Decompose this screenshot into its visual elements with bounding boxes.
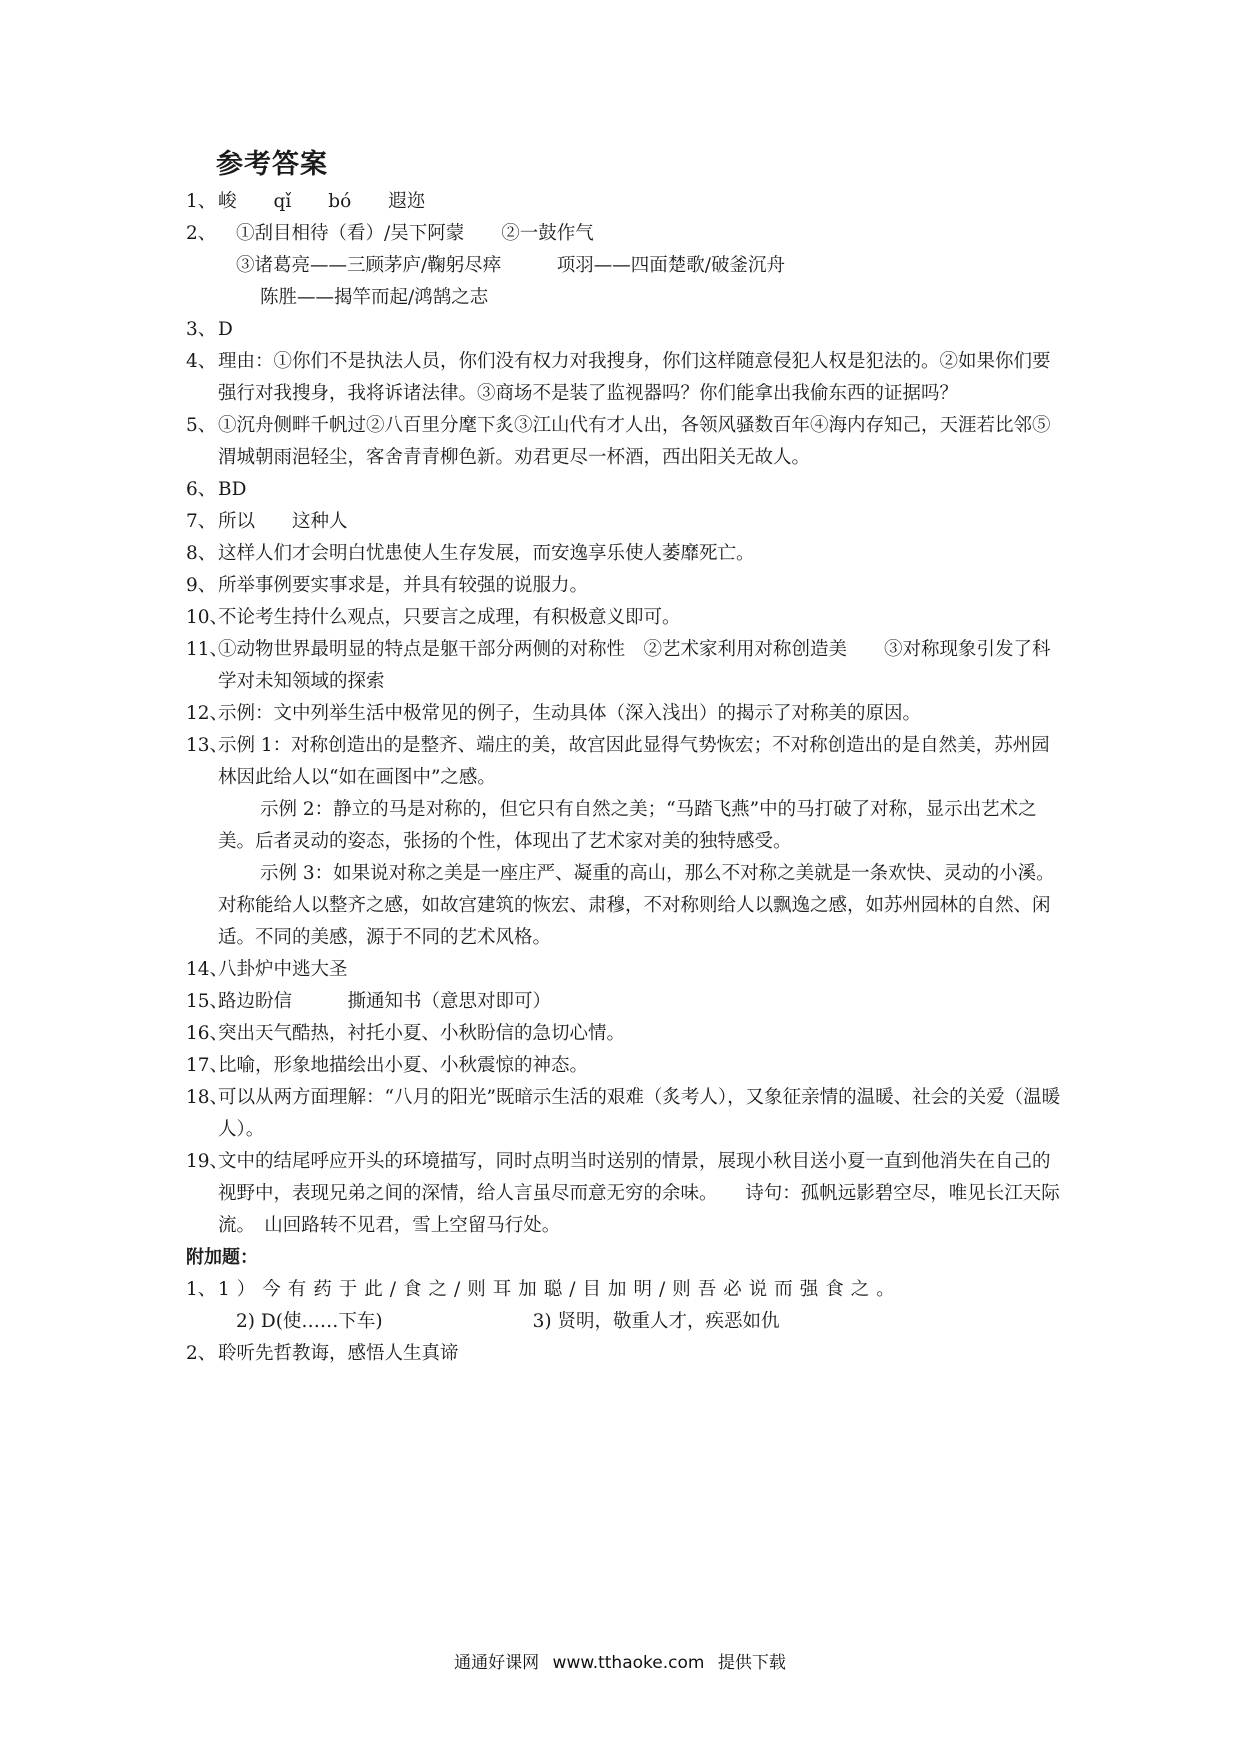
bonus-text: 1）今有药于此/食之/则耳加聪/目加明/则吾必说而强食之。	[218, 1279, 902, 1300]
item-number: 1、	[186, 1279, 217, 1300]
item-text: 所举事例要实事求是，并具有较强的说服力。	[218, 575, 589, 596]
answer-item	[186, 346, 1066, 410]
page-title: 参考答案	[216, 149, 328, 180]
answer-item	[186, 186, 1066, 218]
item-number: 10、	[186, 607, 229, 628]
item-text: D	[218, 319, 233, 340]
bonus-item	[186, 1338, 1066, 1370]
item-text: 突出天气酷热，衬托小夏、小秋盼信的急切心情。	[218, 1023, 626, 1044]
item-number: 4、	[186, 351, 217, 372]
item-number: 17、	[186, 1055, 229, 1076]
item-text: 比喻，形象地描绘出小夏、小秋震惊的神态。	[218, 1055, 589, 1076]
item-number: 1、	[186, 191, 217, 212]
item-number: 3、	[186, 319, 217, 340]
footer-url: www.tthaoke.com	[552, 1653, 705, 1673]
item-number: 14、	[186, 959, 229, 980]
footer-site-name: 通通好课网	[454, 1653, 540, 1673]
answer-item	[186, 730, 1066, 794]
item-text: 这样人们才会明白忧患使人生存发展，而安逸享乐使人萎靡死亡。	[218, 543, 755, 564]
answer-item	[186, 1082, 1066, 1146]
item-number: 11、	[186, 639, 229, 660]
answer-item	[186, 410, 1066, 474]
bonus-answer-3: 3) 贤明，敬重人才，疾恶如仇	[532, 1311, 780, 1332]
item-number: 15、	[186, 991, 229, 1012]
item-number: 6、	[186, 479, 217, 500]
item-text: 所以 这种人	[218, 511, 348, 532]
item-text: ③诸葛亮——三顾茅庐/鞠躬尽瘁 项羽——四面楚歌/破釜沉舟	[236, 255, 785, 276]
item-number: 18、	[186, 1087, 229, 1108]
item-text: 陈胜——揭竿而起/鸿鹄之志	[260, 287, 489, 308]
item-text: ①沉舟侧畔千帆过②八百里分麾下炙③江山代有才人出，各领风骚数百年④海内存知己，天涯若比邻⑤渭城朝雨浥轻尘，客舍青青柳色新。劝君更尽一杯酒，西出阳关无故人。	[218, 415, 1051, 468]
item-number: 12、	[186, 703, 229, 724]
item-number: 16、	[186, 1023, 229, 1044]
answer-item	[186, 506, 1066, 538]
item-text: BD	[218, 479, 247, 500]
item-text: 理由：①你们不是执法人员，你们没有权力对我搜身，你们这样随意侵犯人权是犯法的。②如果你们要强行对我搜身，我将诉诸法律。③商场不是装了监视器吗？你们能拿出我偷东西的证据吗？	[218, 351, 1051, 404]
item-number: 8、	[186, 543, 217, 564]
bonus-heading: 附加题：	[186, 1247, 258, 1268]
item-text: 可以从两方面理解：“八月的阳光”既暗示生活的艰难（炙考人），又象征亲情的温暖、社会的关爱（温暖人）。	[218, 1087, 1061, 1140]
item-number: 13、	[186, 735, 229, 756]
answer-item	[186, 602, 1066, 634]
bonus-answer-2: 2) D(使……下车)	[236, 1311, 383, 1332]
item-number: 2、	[186, 223, 217, 244]
item-text: 不论考生持什么观点，只要言之成理，有积极意义即可。	[218, 607, 681, 628]
answer-item	[186, 474, 1066, 506]
bonus-text: 聆听先哲教诲，感悟人生真谛	[218, 1343, 459, 1364]
answer-item	[186, 954, 1066, 986]
item-text: 路边盼信 撕通知书（意思对即可）	[218, 991, 552, 1012]
bonus-item	[186, 1274, 1066, 1338]
bonus-text-row	[218, 1306, 1066, 1338]
item-text: ①动物世界最明显的特点是躯干部分两侧的对称性 ②艺术家利用对称创造美 ③对称现象引发了科学对未知领域的探索	[218, 639, 1051, 692]
page-footer	[0, 1648, 1240, 1673]
answer-item	[186, 858, 1066, 954]
item-text: 示例 2：静立的马是对称的，但它只有自然之美；“马踏飞燕”中的马打破了对称，显示出艺术之美。后者灵动的姿态，张扬的个性，体现出了艺术家对美的独特感受。	[218, 799, 1037, 852]
answer-list	[186, 186, 1066, 1370]
answer-item	[186, 1146, 1066, 1242]
item-number: 7、	[186, 511, 217, 532]
answer-item	[186, 570, 1066, 602]
answer-item	[186, 634, 1066, 698]
answer-item	[186, 538, 1066, 570]
item-text: ①刮目相待（看）/吴下阿蒙 ②一鼓作气	[236, 223, 594, 244]
answer-item	[186, 986, 1066, 1018]
answer-item	[186, 314, 1066, 346]
item-text: 示例：文中列举生活中极常见的例子，生动具体（深入浅出）的揭示了对称美的原因。	[218, 703, 922, 724]
answer-item	[186, 1018, 1066, 1050]
item-number: 2、	[186, 1343, 217, 1364]
answer-item	[186, 1050, 1066, 1082]
answer-item	[186, 794, 1066, 858]
item-number: 19、	[186, 1151, 229, 1172]
answer-item	[186, 698, 1066, 730]
item-number: 9、	[186, 575, 217, 596]
item-text: 八卦炉中逃大圣	[218, 959, 348, 980]
item-text: 峻 qǐ bó 遐迩	[218, 191, 426, 212]
answer-item	[186, 218, 1066, 314]
item-text: 示例 1：对称创造出的是整齐、端庄的美，故宫因此显得气势恢宏；不对称创造出的是自然美，苏州园林因此给人以“如在画图中”之感。	[218, 735, 1050, 788]
item-number: 5、	[186, 415, 217, 436]
footer-suffix: 提供下载	[717, 1653, 786, 1673]
item-text: 示例 3：如果说对称之美是一座庄严、凝重的高山，那么不对称之美就是一条欢快、灵动的小溪。对称能给人以整齐之感，如故宫建筑的恢宏、肃穆，不对称则给人以飘逸之感，如苏州园林的自然、闲适。不同的美感，源于不同的艺术风格。	[218, 863, 1055, 948]
item-text: 文中的结尾呼应开头的环境描写，同时点明当时送别的情景，展现小秋目送小夏一直到他消失在自己的视野中，表现兄弟之间的深情，给人言虽尽而意无穷的余味。 诗句：孤帆远影碧空尽，唯见长江天际流。 山回路转不见君，雪上空留马行处。	[218, 1151, 1060, 1236]
